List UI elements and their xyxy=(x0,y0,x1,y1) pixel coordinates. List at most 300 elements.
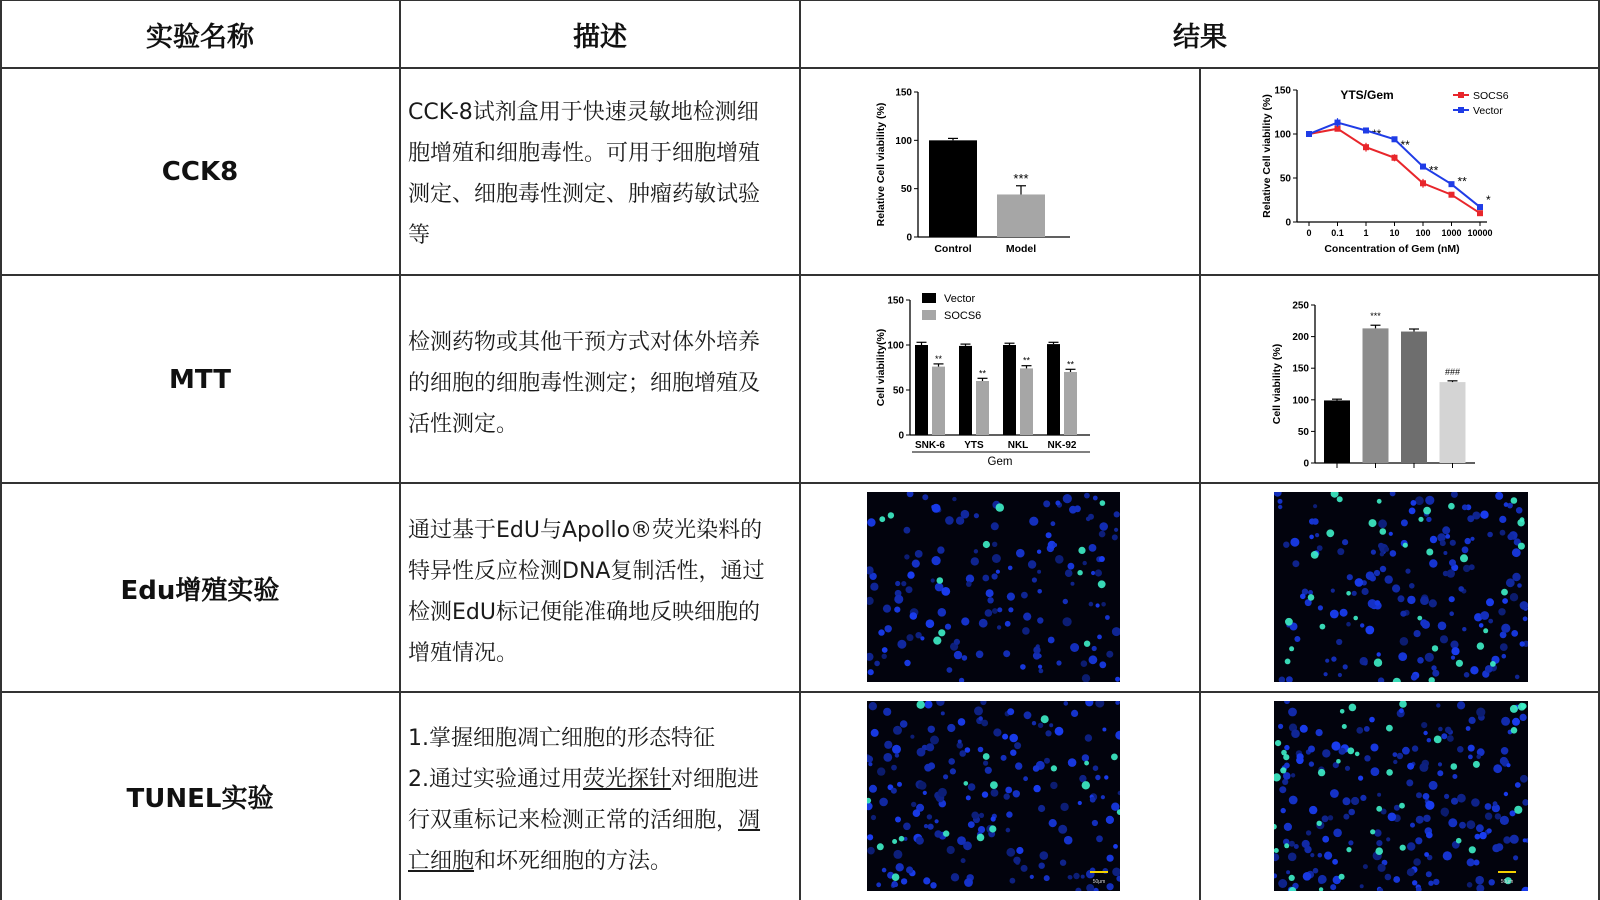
nucleus xyxy=(883,605,891,613)
nucleus xyxy=(1416,792,1422,798)
nucleus xyxy=(871,729,879,737)
nucleus xyxy=(961,617,969,625)
nucleus xyxy=(1355,578,1364,587)
stained-nucleus xyxy=(1111,754,1118,761)
nucleus xyxy=(882,647,888,653)
y-axis-label: Cell viability(%) xyxy=(875,328,887,407)
nucleus xyxy=(1510,835,1519,844)
stained-nucleus xyxy=(1098,580,1106,588)
nucleus xyxy=(1362,588,1369,595)
desc-text: 和坏死细胞的方法。 xyxy=(474,849,673,874)
nucleus xyxy=(958,718,966,726)
nucleus xyxy=(1016,549,1025,558)
nucleus xyxy=(991,816,996,821)
nucleus xyxy=(1523,838,1527,842)
nucleus xyxy=(1050,782,1057,789)
nucleus xyxy=(1290,538,1299,547)
nucleus xyxy=(1281,808,1286,813)
nucleus xyxy=(935,819,939,823)
nucleus xyxy=(867,802,873,810)
nucleus xyxy=(1028,560,1036,568)
nucleus xyxy=(1282,779,1288,785)
nucleus xyxy=(904,554,909,559)
nucleus xyxy=(918,781,926,789)
nucleus xyxy=(1515,782,1521,788)
nucleus xyxy=(1375,600,1381,606)
nucleus xyxy=(869,702,877,710)
nucleus xyxy=(1078,801,1082,805)
nucleus xyxy=(1330,610,1339,619)
nucleus xyxy=(1038,723,1043,728)
x-axis-label: Gem xyxy=(987,456,1013,468)
nucleus xyxy=(900,720,908,728)
stained-nucleus xyxy=(1283,754,1289,760)
significance-label: ** xyxy=(1066,359,1075,370)
nucleus xyxy=(1487,532,1493,538)
nucleus xyxy=(1400,637,1409,646)
nucleus xyxy=(1068,758,1077,767)
nucleus xyxy=(1466,726,1471,731)
nucleus xyxy=(1346,622,1351,627)
nucleus xyxy=(1090,797,1096,803)
nucleus xyxy=(1520,641,1525,646)
nucleus xyxy=(1476,754,1481,759)
nucleus xyxy=(1501,717,1510,726)
nucleus xyxy=(1415,837,1422,844)
nucleus xyxy=(1436,703,1440,707)
nucleus xyxy=(867,518,875,526)
nucleus xyxy=(1082,754,1089,761)
nucleus xyxy=(1033,765,1040,772)
nucleus xyxy=(1388,813,1397,822)
nucleus xyxy=(927,814,932,819)
nucleus xyxy=(870,583,878,591)
scale-bar xyxy=(1498,871,1516,873)
y-tick-label: 0 xyxy=(1303,458,1309,470)
nucleus xyxy=(1332,859,1338,865)
stained-nucleus xyxy=(1280,767,1286,773)
stained-nucleus xyxy=(892,873,900,881)
nucleus xyxy=(1371,550,1376,555)
nucleus xyxy=(1523,616,1528,621)
nucleus xyxy=(1442,526,1450,534)
stained-nucleus xyxy=(1082,781,1090,789)
stained-nucleus xyxy=(1518,543,1525,550)
desc-line: 检测药物或其他干预方式对体外培养 xyxy=(408,330,761,355)
nucleus xyxy=(1433,879,1439,885)
nucleus xyxy=(1318,605,1323,610)
nucleus xyxy=(1352,591,1357,596)
edu-micrograph-1 xyxy=(867,492,1120,682)
nucleus xyxy=(1009,734,1018,743)
stained-nucleus xyxy=(1320,624,1326,630)
nucleus xyxy=(1440,635,1448,643)
nucleus xyxy=(1063,599,1068,604)
nucleus xyxy=(1380,566,1386,572)
nucleus xyxy=(1423,731,1427,735)
nucleus xyxy=(911,802,916,807)
nucleus xyxy=(1452,774,1457,779)
nucleus xyxy=(1390,492,1396,496)
nucleus xyxy=(937,546,944,553)
nucleus xyxy=(1024,711,1032,719)
nucleus xyxy=(1501,624,1510,633)
y-tick-label: 200 xyxy=(1292,332,1309,344)
nucleus xyxy=(882,868,887,873)
bar xyxy=(1324,400,1350,463)
nucleus xyxy=(1099,522,1108,531)
stained-nucleus xyxy=(892,839,897,844)
nucleus xyxy=(1374,829,1381,836)
legend-swatch xyxy=(922,293,936,303)
nucleus xyxy=(1438,762,1442,766)
nucleus xyxy=(1073,873,1079,879)
desc-line xyxy=(408,759,794,800)
data-point xyxy=(1363,127,1369,133)
nucleus xyxy=(1377,652,1381,656)
y-tick-label: 150 xyxy=(1292,363,1309,375)
y-tick-label: 50 xyxy=(900,184,912,196)
stained-nucleus xyxy=(917,701,925,709)
nucleus xyxy=(991,522,999,530)
nucleus xyxy=(997,607,1002,612)
nucleus xyxy=(916,837,924,845)
nucleus xyxy=(1498,608,1505,615)
data-point xyxy=(1477,210,1483,216)
nucleus xyxy=(982,791,988,797)
nucleus xyxy=(904,527,911,534)
desc-line: 特异性反应检测DNA复制活性，通过 xyxy=(408,559,765,584)
nucleus xyxy=(1039,863,1045,869)
stained-nucleus xyxy=(1041,715,1049,723)
desc-line: CCK-8试剂盒用于快速灵敏地检测细 xyxy=(408,100,759,125)
nucleus xyxy=(1351,797,1359,805)
nucleus xyxy=(893,850,902,859)
stained-nucleus xyxy=(1448,503,1455,510)
nucleus xyxy=(1510,593,1518,601)
nucleus xyxy=(1376,840,1382,846)
stained-nucleus xyxy=(1353,616,1358,621)
desc-line: 等 xyxy=(408,223,431,248)
nucleus xyxy=(1450,540,1456,546)
nucleus xyxy=(941,587,950,596)
nucleus xyxy=(950,768,956,774)
significance-label: * xyxy=(1486,193,1491,208)
nucleus xyxy=(1013,857,1020,864)
nucleus xyxy=(1010,878,1016,884)
nucleus xyxy=(1004,793,1010,799)
significance-label: *** xyxy=(1370,311,1381,322)
bar-socs6 xyxy=(932,367,945,435)
nucleus xyxy=(1485,803,1492,810)
nucleus xyxy=(1089,655,1098,664)
legend-label: Vector xyxy=(1473,105,1503,117)
nucleus xyxy=(1283,542,1289,548)
nucleus xyxy=(932,556,941,565)
nucleus xyxy=(1511,630,1518,637)
nucleus xyxy=(1356,727,1363,734)
significance-label: ### xyxy=(1444,366,1461,377)
row-name-tunel: TUNEL实验 xyxy=(126,784,274,814)
nucleus xyxy=(1515,675,1520,680)
nucleus xyxy=(1043,500,1050,507)
nucleus xyxy=(1389,532,1393,536)
nucleus xyxy=(1487,828,1492,833)
nucleus xyxy=(1438,622,1447,631)
apoptotic-cell-link[interactable]: 亡细胞 xyxy=(408,849,475,874)
stained-nucleus xyxy=(1380,528,1387,535)
desc-line: 活性测定。 xyxy=(408,412,519,437)
nucleus xyxy=(1309,761,1314,766)
nucleus xyxy=(869,785,877,793)
nucleus xyxy=(877,767,885,775)
nucleus xyxy=(910,612,918,620)
stained-nucleus xyxy=(983,753,990,760)
nucleus xyxy=(891,788,897,794)
nucleus xyxy=(1020,664,1026,670)
nucleus xyxy=(906,866,913,873)
nucleus xyxy=(1425,801,1434,810)
nucleus xyxy=(928,726,935,733)
nucleus xyxy=(1430,536,1437,543)
nucleus xyxy=(948,758,955,765)
y-tick-label: 150 xyxy=(887,295,904,307)
nucleus xyxy=(1029,517,1038,526)
desc-line: 测定、细胞毒性测定、肿瘤药敏试验 xyxy=(408,182,761,207)
nucleus xyxy=(1363,864,1368,869)
desc-text: 对细胞进 xyxy=(671,767,760,792)
nucleus xyxy=(913,809,921,817)
nucleus xyxy=(1343,797,1351,805)
nucleus xyxy=(1033,785,1040,792)
significance-label: ** xyxy=(934,353,943,364)
nucleus xyxy=(1438,727,1443,732)
nucleus xyxy=(1316,729,1323,736)
nucleus xyxy=(1345,766,1350,771)
stained-nucleus xyxy=(1399,701,1407,708)
nucleus xyxy=(1063,617,1072,626)
nucleus xyxy=(1445,727,1452,734)
stained-nucleus xyxy=(1469,846,1476,853)
nucleus xyxy=(1288,853,1297,862)
nucleus xyxy=(907,571,914,578)
nucleus xyxy=(904,660,910,666)
nucleus xyxy=(912,560,920,568)
nucleus xyxy=(1474,860,1480,866)
nucleus xyxy=(1467,820,1476,829)
nucleus xyxy=(1095,701,1104,708)
nucleus xyxy=(915,550,923,558)
stained-nucleus xyxy=(1399,803,1405,809)
nucleus xyxy=(1441,733,1447,739)
stained-nucleus xyxy=(1511,727,1518,734)
nucleus xyxy=(1412,745,1418,751)
nucleus xyxy=(976,651,984,659)
nucleus xyxy=(982,575,989,582)
nucleus xyxy=(1068,563,1075,570)
stained-nucleus xyxy=(1084,761,1089,766)
nucleus xyxy=(1407,763,1414,770)
nucleus xyxy=(1055,501,1060,506)
nucleus xyxy=(1449,559,1456,566)
nucleus xyxy=(1313,504,1317,508)
stained-nucleus xyxy=(1289,875,1295,881)
nucleus xyxy=(1322,749,1330,757)
nucleus xyxy=(1475,834,1481,840)
nucleus xyxy=(1278,724,1283,729)
nucleus xyxy=(1459,822,1466,829)
nucleus xyxy=(867,653,874,661)
nucleus xyxy=(1093,496,1098,501)
nucleus xyxy=(1502,654,1507,659)
data-point xyxy=(1477,204,1483,210)
nucleus xyxy=(1070,643,1079,652)
stained-nucleus xyxy=(1511,497,1518,504)
nucleus xyxy=(1485,813,1492,820)
nucleus xyxy=(1405,569,1410,574)
nucleus xyxy=(1058,825,1067,834)
nucleus xyxy=(951,873,959,881)
nucleus xyxy=(956,517,964,525)
nucleus xyxy=(1377,793,1381,797)
nucleus xyxy=(1521,887,1528,891)
nucleus xyxy=(1385,575,1393,583)
nucleus xyxy=(1468,755,1473,760)
nucleus xyxy=(1504,502,1509,507)
apoptosis-link[interactable]: 凋 xyxy=(738,808,761,833)
nucleus xyxy=(1023,776,1028,781)
nucleus xyxy=(1506,763,1510,767)
row-desc-edu xyxy=(408,510,794,674)
nucleus xyxy=(1392,584,1400,592)
nucleus xyxy=(1065,569,1073,577)
nucleus xyxy=(1422,621,1430,629)
nucleus xyxy=(1003,650,1010,657)
stained-nucleus xyxy=(899,836,905,842)
nucleus xyxy=(1449,611,1454,616)
nucleus xyxy=(992,542,997,547)
mtt-bar-chart xyxy=(1265,295,1495,475)
nucleus xyxy=(1336,639,1342,645)
desc-line: 检测EdU标记便能准确地反映细胞的 xyxy=(408,600,760,625)
nucleus xyxy=(1471,798,1480,807)
x-tick-label: SNK-6 xyxy=(914,440,946,451)
nucleus xyxy=(897,640,906,649)
nucleus xyxy=(924,824,928,828)
nucleus xyxy=(1302,840,1310,848)
nucleus xyxy=(1044,758,1050,764)
nucleus xyxy=(1486,598,1494,606)
nucleus xyxy=(1274,853,1279,861)
nucleus xyxy=(1022,627,1030,635)
nucleus xyxy=(954,651,962,659)
nucleus xyxy=(928,824,934,830)
nucleus xyxy=(1416,816,1424,824)
nucleus xyxy=(1441,808,1450,817)
nucleus xyxy=(868,669,874,675)
legend-label: SOCS6 xyxy=(944,310,982,322)
nucleus xyxy=(1500,643,1508,651)
nucleus xyxy=(1467,515,1474,522)
nucleus xyxy=(1424,852,1429,857)
fluorescent-probe-link[interactable]: 荧光探针 xyxy=(583,767,672,792)
stained-nucleus xyxy=(990,781,998,789)
nucleus xyxy=(1115,677,1120,682)
nucleus xyxy=(1023,613,1031,621)
nucleus xyxy=(1448,818,1457,827)
stained-nucleus xyxy=(1275,740,1281,746)
nucleus xyxy=(1278,499,1283,504)
stained-nucleus xyxy=(1477,642,1484,649)
nucleus xyxy=(938,788,947,797)
stained-nucleus xyxy=(1501,589,1508,596)
nucleus xyxy=(876,882,881,887)
bar xyxy=(1401,332,1427,463)
stained-nucleus xyxy=(1285,659,1291,665)
desc-line xyxy=(408,800,794,841)
nucleus xyxy=(1342,539,1348,545)
nucleus xyxy=(1363,661,1368,666)
nucleus xyxy=(1360,884,1364,888)
nucleus xyxy=(1309,535,1314,540)
nucleus xyxy=(1093,765,1099,771)
nucleus xyxy=(1274,873,1277,878)
nucleus xyxy=(1496,843,1504,851)
nucleus xyxy=(1467,858,1475,866)
nucleus xyxy=(1398,652,1407,661)
nucleus xyxy=(1322,836,1329,843)
nucleus xyxy=(1469,564,1475,570)
desc-line: 增殖情况。 xyxy=(408,641,519,666)
nucleus xyxy=(1284,763,1290,769)
nucleus xyxy=(1325,659,1329,663)
stained-nucleus xyxy=(1374,659,1382,667)
stained-nucleus xyxy=(1317,821,1322,826)
nucleus xyxy=(1421,722,1427,728)
bar-socs6 xyxy=(1064,372,1077,435)
stained-nucleus xyxy=(1434,736,1442,744)
stained-nucleus xyxy=(996,503,1004,511)
nucleus xyxy=(1101,795,1105,799)
nucleus xyxy=(1008,566,1013,571)
nucleus xyxy=(1021,592,1028,599)
nucleus xyxy=(1006,811,1012,817)
nucleus xyxy=(1371,744,1379,752)
bar-vector xyxy=(1047,344,1060,435)
nucleus xyxy=(1457,746,1464,753)
nucleus xyxy=(1378,864,1386,872)
y-tick-label: 100 xyxy=(895,135,912,147)
nucleus xyxy=(1107,883,1114,890)
nucleus xyxy=(867,847,875,855)
grid-line xyxy=(1199,68,1201,900)
nucleus xyxy=(930,882,936,888)
nucleus xyxy=(1099,661,1106,668)
nucleus xyxy=(985,767,992,774)
nucleus xyxy=(926,619,935,628)
nucleus xyxy=(947,667,953,673)
stained-nucleus xyxy=(1274,848,1279,853)
nucleus xyxy=(1082,674,1090,682)
nucleus xyxy=(1032,577,1037,582)
nucleus xyxy=(1429,559,1437,567)
stained-nucleus xyxy=(937,577,944,584)
stained-nucleus xyxy=(1331,492,1339,498)
nucleus xyxy=(1014,742,1021,749)
nucleus xyxy=(1409,583,1415,589)
nucleus xyxy=(1096,835,1103,842)
nucleus xyxy=(1037,570,1041,574)
